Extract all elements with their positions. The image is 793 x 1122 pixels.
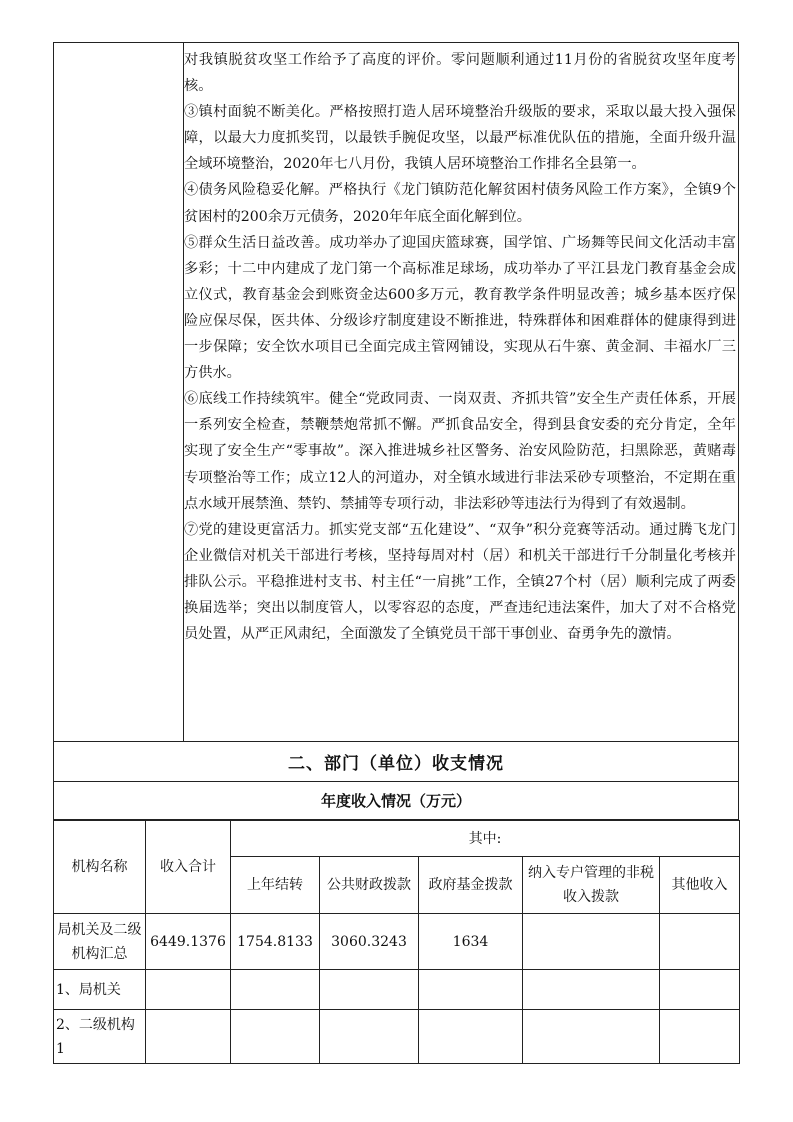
row-name: 2、二级机构1 xyxy=(54,1010,146,1064)
row-public-finance: 3060.3243 xyxy=(320,914,419,970)
header-non-tax: 纳入专户管理的非税收入拨款 xyxy=(523,857,660,914)
income-table-title: 年度收入情况（万元） xyxy=(53,782,739,820)
table-row xyxy=(54,970,740,1010)
row-public-finance xyxy=(320,1010,419,1064)
row-non-tax xyxy=(523,1010,660,1064)
header-public-finance: 公共财政拨款 xyxy=(320,857,419,914)
row-other xyxy=(660,914,740,970)
row-total xyxy=(146,970,231,1010)
row-gov-fund xyxy=(419,1010,523,1064)
section-title: 二、部门（单位）收支情况 xyxy=(53,742,739,782)
table-row xyxy=(54,914,740,970)
narrative-paragraph: ⑦党的建设更富活力。抓实党支部“五化建设”、“双争”积分竞赛等活动。通过腾飞龙门企业微信对机关干部进行考核，坚持每周对村（居）和机关干部进行千分制量化考核并排队公示。平稳推进村支书、村主任“一肩挑”工作，全镇27个村（居）顺利完成了两委换届选举；突出以制度管人，以零容忍的态度，严查违纪违法案件，加大了对不合格党员处置，从严正风肃纪，全面激发了全镇党员干部干事创业、奋勇争先的激情。 xyxy=(184,521,736,643)
row-gov-fund xyxy=(419,970,523,1010)
row-other xyxy=(660,1010,740,1064)
income-table xyxy=(53,820,740,1064)
narrative-text-cell xyxy=(184,47,736,647)
row-total: 6449.1376 xyxy=(146,914,231,970)
narrative-paragraph: ⑥底线工作持续筑牢。健全“党政同责、一岗双责、齐抓共管”安全生产责任体系，开展一系列安全检查，禁鞭禁炮常抓不懈。严抓食品安全，得到县食安委的充分肯定，全年实现了安全生产“零事故”。深入推进城乡社区警务、治安风险防范，扫黑除恶，黄赌毒专项整治等工作；成立12人的河道办，对全镇水域进行非法采砂专项整治，不定期在重点水域开展禁渔、禁钓、禁捕等专项行动，非法彩砂等违法行为得到了有效遏制。 xyxy=(184,391,736,512)
header-total: 收入合计 xyxy=(146,821,231,914)
narrative-paragraph: 对我镇脱贫攻坚工作给予了高度的评价。零问题顺利通过11月份的省脱贫攻坚年度考核。 xyxy=(184,52,736,95)
narrative-paragraph: ④债务风险稳妥化解。严格执行《龙门镇防范化解贫困村债务风险工作方案》，全镇9个贫困村的200余万元债务，2020年年底全面化解到位。 xyxy=(184,182,736,225)
row-non-tax xyxy=(523,970,660,1010)
header-gov-fund: 政府基金拨款 xyxy=(419,857,523,914)
row-name: 局机关及二级机构汇总 xyxy=(54,914,146,970)
row-total xyxy=(146,1010,231,1064)
row-gov-fund: 1634 xyxy=(419,914,523,970)
document-page xyxy=(53,42,739,1064)
row-carryover xyxy=(231,970,320,1010)
narrative-paragraph: ③镇村面貌不断美化。严格按照打造人居环境整治升级版的要求，采取以最大投入强保障，以最大力度抓奖罚，以最铁手腕促攻坚，以最严标准优队伍的措施，全面升级升温全域环境整治，2020年七八月份，我镇人居环境整治工作排名全县第一。 xyxy=(184,104,736,173)
row-other xyxy=(660,970,740,1010)
header-other: 其他收入 xyxy=(660,857,740,914)
row-non-tax xyxy=(523,914,660,970)
narrative-paragraph: ⑤群众生活日益改善。成功举办了迎国庆篮球赛，国学馆、广场舞等民间文化活动丰富多彩；十二中内建成了龙门第一个高标准足球场，成功举办了平江县龙门教育基金会成立仪式，教育基金会到账资金达600多万元，教育教学条件明显改善；城乡基本医疗保险应保尽保，医共体、分级诊疗制度建设不断推进，特殊群体和困难群体的健康得到进一步保障；安全饮水项目已全面完成主管网铺设，实现从石牛寨、黄金洞、丰福水厂三方供水。 xyxy=(184,234,736,382)
row-carryover xyxy=(231,1010,320,1064)
narrative-label-cell xyxy=(54,43,184,741)
narrative-row xyxy=(53,42,739,742)
table-row xyxy=(54,1010,740,1064)
header-org-name: 机构名称 xyxy=(54,821,146,914)
header-among: 其中: xyxy=(231,821,740,857)
row-carryover: 1754.8133 xyxy=(231,914,320,970)
row-name: 1、局机关 xyxy=(54,970,146,1010)
header-carryover: 上年结转 xyxy=(231,857,320,914)
row-public-finance xyxy=(320,970,419,1010)
